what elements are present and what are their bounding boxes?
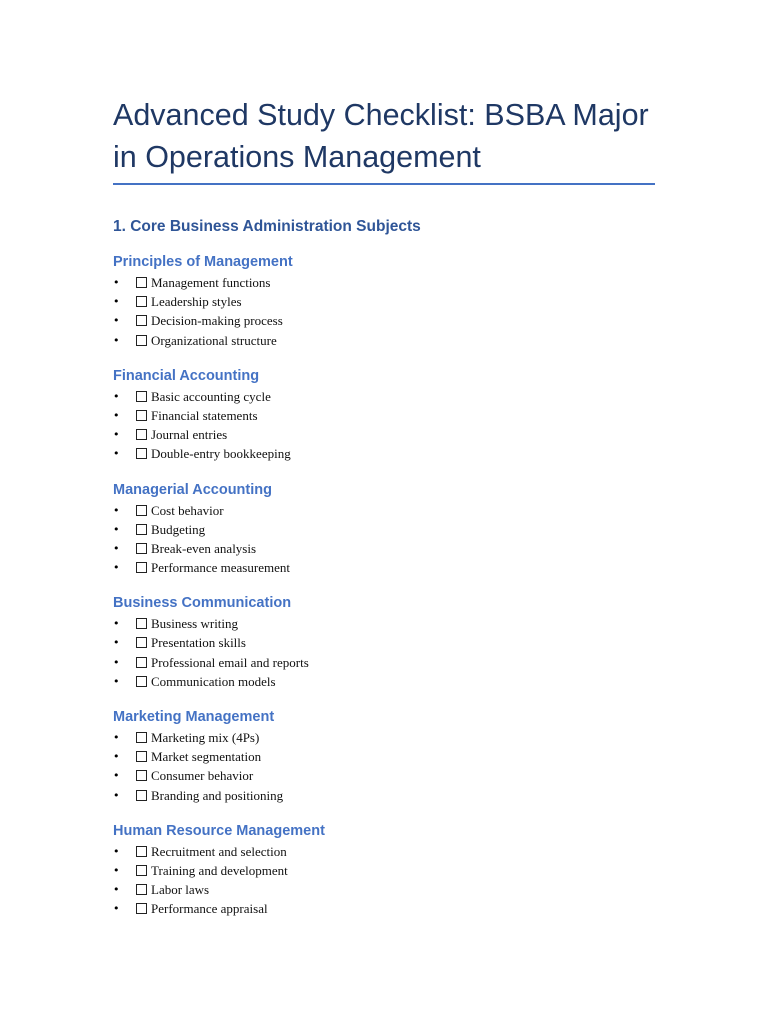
bullet-icon: • [113,408,120,422]
checkbox-unchecked-icon[interactable] [136,429,147,440]
checkbox-unchecked-icon[interactable] [136,543,147,554]
checklist-item-label: Management functions [151,275,271,290]
bullet-icon: • [113,617,120,631]
checklist-item-label: Organizational structure [151,332,277,348]
checklist-item [113,311,655,330]
subject-heading: Human Resource Management [113,822,325,839]
bullet-icon: • [113,541,120,555]
checkbox-unchecked-icon[interactable] [136,524,147,535]
document-title: Advanced Study Checklist: BSBA Major in Operations Management [113,98,649,174]
checklist-item [113,558,655,577]
checkbox-unchecked-icon[interactable] [136,277,147,288]
bullet-icon: • [113,750,120,764]
bullet-icon: • [113,522,120,536]
checkbox-unchecked-icon[interactable] [136,903,147,914]
bullet-icon: • [113,731,120,744]
topic-list [113,273,655,350]
subject-heading: Managerial Accounting [113,481,272,498]
subject-heading: Financial Accounting [113,367,260,384]
bullet-icon: • [113,333,120,347]
bullet-icon: • [113,788,120,802]
checklist-item [113,747,655,766]
checklist-item [113,501,655,520]
checklist-item [113,331,655,350]
checklist-item-label: Training and development [151,862,288,878]
checklist-item-label: Presentation skills [151,635,246,651]
section-heading: 1. Core Business Administration Subjects [113,218,421,235]
checkbox-unchecked-icon[interactable] [136,637,147,648]
subject-heading: Business Communication [113,595,292,612]
checkbox-unchecked-icon[interactable] [136,296,147,307]
bullet-icon: • [113,503,120,517]
checkbox-unchecked-icon[interactable] [136,657,147,668]
subject-heading: Marketing Management [113,709,275,725]
bullet-icon: • [113,389,120,403]
checklist-item-label: Communication models [151,673,276,689]
checklist-item-label: Business writing [151,616,239,632]
checkbox-unchecked-icon[interactable] [136,846,147,857]
checklist-item-label: Cost behavior [151,502,224,518]
checklist-item-label: Journal entries [151,427,228,443]
checkbox-unchecked-icon[interactable] [136,562,147,573]
checkbox-unchecked-icon[interactable] [136,391,147,402]
bullet-icon: • [113,636,120,650]
checklist-item-label: Decision-making process [151,313,283,329]
checklist-item-label: Recruitment and selection [151,843,287,859]
checklist-item [113,425,655,444]
checklist-item-label: Financial statements [151,407,258,423]
checklist-item-label: Performance measurement [151,560,290,576]
document-page [113,94,655,919]
checklist-item-label: Professional email and reports [151,654,309,670]
bullet-icon: • [113,863,120,877]
bullet-icon: • [113,883,120,897]
bullet-icon: • [113,428,120,442]
checkbox-unchecked-icon[interactable] [136,505,147,516]
bullet-icon: • [113,314,120,328]
checkbox-unchecked-icon[interactable] [136,448,147,459]
checklist-item [113,842,655,861]
checkbox-unchecked-icon[interactable] [136,618,147,629]
title-divider [113,183,655,185]
bullet-icon: • [113,769,120,783]
checklist-item [113,273,655,292]
checkbox-unchecked-icon[interactable] [136,790,147,801]
checkbox-unchecked-icon[interactable] [136,732,147,743]
checkbox-unchecked-icon[interactable] [136,751,147,762]
checklist-item-label: Branding and positioning [151,787,284,803]
topic-list [113,387,655,464]
checkbox-unchecked-icon[interactable] [136,676,147,687]
checklist-item [113,899,655,918]
checklist-item-label: Marketing mix (4Ps) [151,730,260,745]
checklist-item-label: Leadership styles [151,294,242,310]
checklist-item-label: Budgeting [151,521,206,537]
bullet-icon: • [113,295,120,309]
topic-list [113,728,655,805]
checklist-item [113,880,655,899]
checklist-item [113,766,655,785]
checklist-item-label: Consumer behavior [151,768,254,784]
topic-list [113,501,655,578]
checklist-item [113,653,655,672]
checklist-body [113,216,655,919]
bullet-icon: • [113,655,120,669]
checklist-item-label: Break-even analysis [151,540,257,556]
checklist-item [113,520,655,539]
checklist-item-label: Basic accounting cycle [151,388,271,404]
checklist-item-label: Market segmentation [151,749,262,765]
checklist-item [113,728,655,747]
checklist-item [113,614,655,633]
checklist-item-label: Performance appraisal [151,901,268,917]
checklist-item [113,444,655,463]
checklist-item [113,406,655,425]
bullet-icon: • [113,276,120,289]
checklist-item [113,786,655,805]
subject-heading: Principles of Management [113,254,293,270]
checkbox-unchecked-icon[interactable] [136,410,147,421]
checklist-item [113,633,655,652]
checklist-item [113,672,655,691]
bullet-icon: • [113,844,120,858]
checklist-item-label: Double-entry bookkeeping [151,446,291,462]
checklist-item [113,292,655,311]
checkbox-unchecked-icon[interactable] [136,315,147,326]
bullet-icon: • [113,561,120,575]
checkbox-unchecked-icon[interactable] [136,770,147,781]
bullet-icon: • [113,674,120,688]
bullet-icon: • [113,902,120,916]
checklist-item [113,387,655,406]
checklist-item [113,539,655,558]
checkbox-unchecked-icon[interactable] [136,884,147,895]
topic-list [113,842,655,919]
checkbox-unchecked-icon[interactable] [136,865,147,876]
checklist-item-label: Labor laws [151,882,210,898]
topic-list [113,614,655,691]
checkbox-unchecked-icon[interactable] [136,335,147,346]
checklist-item [113,861,655,880]
bullet-icon: • [113,447,120,461]
